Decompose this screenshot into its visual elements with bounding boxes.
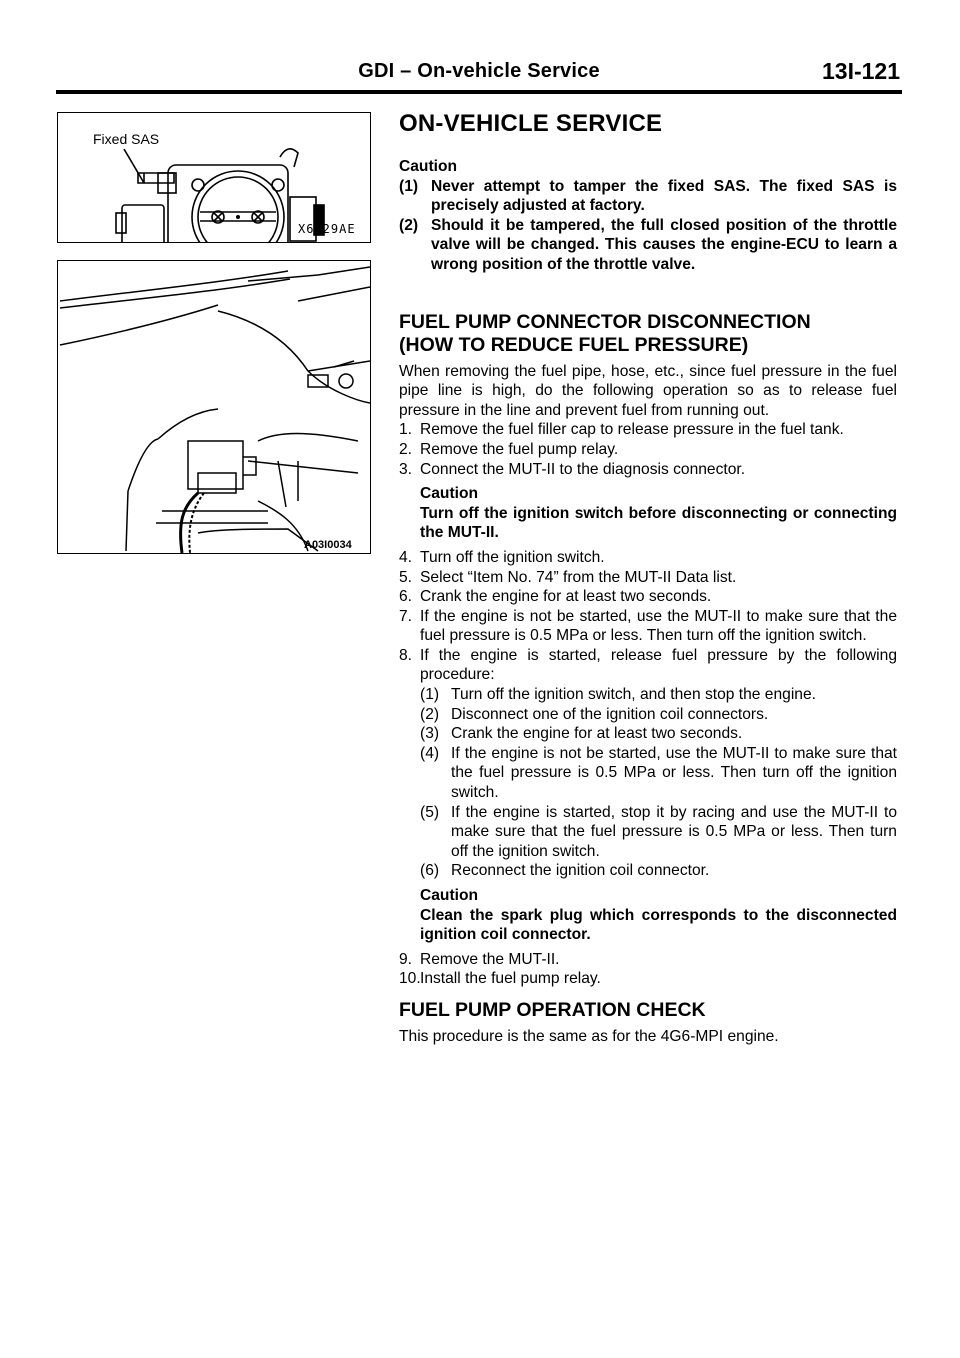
caution-item: (1) Never attempt to tamper the fixed SAS. The fixed SAS is precisely adjusted at factory. xyxy=(399,177,897,215)
sub-step-item: (4) If the engine is not be started, use the MUT-II to make sure that the fuel pressure is 0.5 MPa or less. Then turn off the ignition switch. xyxy=(420,744,897,802)
caution-label: Caution xyxy=(399,158,458,175)
step-item: 1. Remove the fuel filler cap to release pressure in the fuel tank. xyxy=(399,421,844,439)
step-item: 10. Install the fuel pump relay. xyxy=(399,970,601,988)
caution-block xyxy=(420,484,897,543)
section-title-fuel-pump-connector: FUEL PUMP CONNECTOR DISCONNECTION (HOW TO REDUCE FUEL PRESSURE) xyxy=(399,310,811,356)
main-content xyxy=(399,110,897,1047)
fuel-pump-connector-figure xyxy=(57,260,371,554)
figure-code: X6029AE xyxy=(298,222,356,236)
header-rule xyxy=(56,90,902,94)
step-item: 6. Crank the engine for at least two seconds. xyxy=(399,588,712,606)
step-item: 7. If the engine is not be started, use the MUT-II to make sure that the fuel pressure is 0.5 MPa or less. Then turn off the ignition switch. xyxy=(399,607,897,645)
section-title-on-vehicle-service: ON-VEHICLE SERVICE xyxy=(399,110,663,137)
sub-step-item: (5) If the engine is started, stop it by racing and use the MUT-II to make sure that the fuel pressure is 0.5 MPa or less. Then turn off the ignition switch. xyxy=(420,803,897,860)
fixed-sas-label: Fixed SAS xyxy=(93,131,160,147)
caution-item: (2) Should it be tampered, the full closed position of the throttle valve will be changed. This causes the engine-ECU to learn a wrong position of the throttle valve. xyxy=(399,216,897,273)
sub-step-item: (1) Turn off the ignition switch, and then stop the engine. xyxy=(420,686,816,704)
step-item: 9. Remove the MUT-II. xyxy=(399,950,560,968)
caution-text: Clean the spark plug which corresponds to the disconnected ignition coil connector. xyxy=(420,906,897,944)
sub-step-item: (3) Crank the engine for at least two seconds. xyxy=(420,725,743,743)
caution-label: Caution xyxy=(420,485,479,503)
page-number: 13I-121 xyxy=(821,58,900,84)
sub-step-item: (2) Disconnect one of the ignition coil connectors. xyxy=(420,705,769,723)
intro-paragraph: When removing the fuel pipe, hose, etc., since fuel pressure in the fuel pipe line is high, do the following operation so as to release fuel pressure in the line and prevent fuel from running out. xyxy=(399,362,897,419)
caution-label: Caution xyxy=(420,887,479,904)
throttle-body-figure xyxy=(57,112,371,243)
fuel-pump-connector-illustration xyxy=(58,261,370,553)
step-item: 3. Connect the MUT-II to the diagnosis connector. xyxy=(399,460,746,478)
step-item: 2. Remove the fuel pump relay. xyxy=(399,440,619,458)
step-item: 5. Select “Item No. 74” from the MUT-II Data list. xyxy=(399,568,737,586)
operation-check-text: This procedure is the same as for the 4G6-MPI engine. xyxy=(399,1027,779,1045)
sub-step-item: (6) Reconnect the ignition coil connector. xyxy=(420,862,710,880)
step-item: 4. Turn off the ignition switch. xyxy=(399,548,605,566)
caution-text: Turn off the ignition switch before disconnecting or connecting the MUT-II. xyxy=(420,504,897,542)
section-title-fuel-pump-operation-check: FUEL PUMP OPERATION CHECK xyxy=(399,998,706,1021)
caution-block xyxy=(420,886,897,945)
step-item: 8. If the engine is started, release fuel pressure by the following procedure: xyxy=(399,646,897,684)
header-title: GDI – On-vehicle Service xyxy=(358,60,600,82)
page-header xyxy=(56,58,902,88)
figure-code: A03I0034 xyxy=(304,539,352,551)
